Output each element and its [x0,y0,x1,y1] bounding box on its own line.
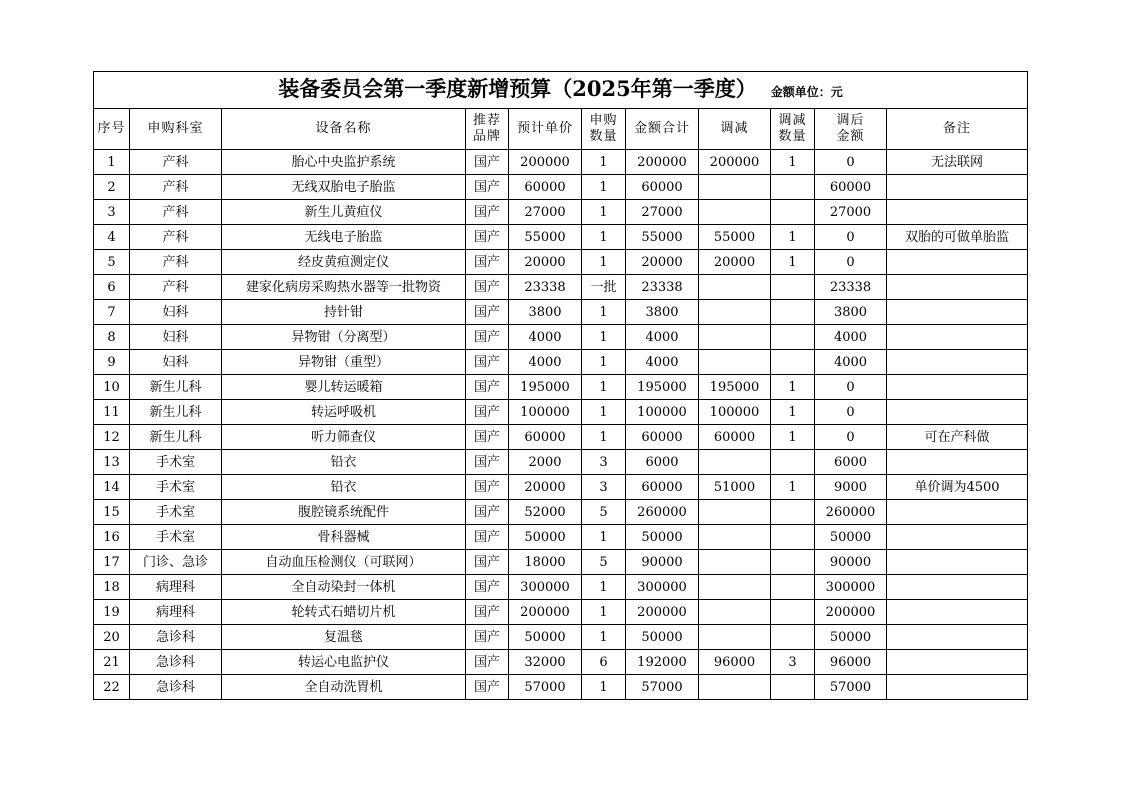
cell-qty: 5 [582,550,626,575]
cell-reduction-qty [771,575,815,600]
cell-unit-price: 20000 [509,250,582,275]
cell-qty: 5 [582,500,626,525]
cell-remark [887,575,1028,600]
cell-dept: 产科 [130,250,222,275]
cell-brand: 国产 [466,150,509,175]
cell-reduction-qty: 1 [771,375,815,400]
cell-brand: 国产 [466,375,509,400]
cell-reduction-qty [771,175,815,200]
cell-device: 复温毯 [222,625,466,650]
cell-reduction [699,300,771,325]
cell-qty: 1 [582,625,626,650]
cell-total: 4000 [626,350,699,375]
cell-qty: 1 [582,300,626,325]
cell-reduction-qty: 1 [771,150,815,175]
cell-reduction-qty [771,325,815,350]
cell-unit-price: 50000 [509,525,582,550]
cell-device: 持针钳 [222,300,466,325]
cell-reduction: 195000 [699,375,771,400]
cell-unit-price: 27000 [509,200,582,225]
cell-unit-price: 32000 [509,650,582,675]
table-row [94,400,1028,425]
cell-reduction [699,200,771,225]
cell-dept: 产科 [130,275,222,300]
table-row [94,350,1028,375]
cell-qty: 3 [582,450,626,475]
cell-seq: 16 [94,525,130,550]
col-header-dept: 申购科室 [130,109,222,150]
cell-remark [887,625,1028,650]
cell-dept: 手术室 [130,450,222,475]
cell-remark: 双胎的可做单胎监 [887,225,1028,250]
cell-dept: 病理科 [130,575,222,600]
cell-device: 新生儿黄疸仪 [222,200,466,225]
cell-seq: 20 [94,625,130,650]
cell-seq: 19 [94,600,130,625]
cell-adjusted: 27000 [815,200,887,225]
cell-brand: 国产 [466,575,509,600]
cell-reduction-qty [771,625,815,650]
col-header-total: 金额合计 [626,109,699,150]
cell-seq: 8 [94,325,130,350]
cell-dept: 新生儿科 [130,425,222,450]
cell-adjusted: 4000 [815,325,887,350]
cell-dept: 妇科 [130,300,222,325]
col-header-reduction-qty: 调减数量 [771,109,815,150]
col-header-unit-price: 预计单价 [509,109,582,150]
cell-reduction-qty: 1 [771,250,815,275]
cell-total: 27000 [626,200,699,225]
cell-total: 60000 [626,425,699,450]
amount-unit-label: 金额单位：元 [770,84,843,99]
cell-reduction [699,600,771,625]
cell-seq: 7 [94,300,130,325]
cell-remark: 无法联网 [887,150,1028,175]
cell-unit-price: 23338 [509,275,582,300]
cell-reduction: 100000 [699,400,771,425]
cell-unit-price: 57000 [509,675,582,700]
cell-reduction: 96000 [699,650,771,675]
cell-brand: 国产 [466,500,509,525]
cell-qty: 1 [582,575,626,600]
cell-adjusted: 57000 [815,675,887,700]
cell-dept: 手术室 [130,500,222,525]
cell-remark [887,675,1028,700]
cell-reduction: 51000 [699,475,771,500]
cell-device: 经皮黄疸测定仪 [222,250,466,275]
cell-seq: 9 [94,350,130,375]
cell-seq: 17 [94,550,130,575]
cell-dept: 急诊科 [130,650,222,675]
cell-qty: 6 [582,650,626,675]
cell-reduction: 60000 [699,425,771,450]
cell-dept: 产科 [130,225,222,250]
cell-unit-price: 100000 [509,400,582,425]
cell-reduction-qty [771,450,815,475]
cell-seq: 6 [94,275,130,300]
cell-qty: 1 [582,400,626,425]
budget-table [93,71,1028,700]
cell-unit-price: 3800 [509,300,582,325]
cell-qty: 1 [582,675,626,700]
cell-adjusted: 0 [815,375,887,400]
cell-device: 腹腔镜系统配件 [222,500,466,525]
table-row [94,225,1028,250]
cell-brand: 国产 [466,175,509,200]
cell-reduction-qty [771,300,815,325]
cell-device: 转运心电监护仪 [222,650,466,675]
cell-brand: 国产 [466,275,509,300]
cell-seq: 2 [94,175,130,200]
cell-unit-price: 200000 [509,600,582,625]
cell-reduction-qty [771,550,815,575]
cell-adjusted: 3800 [815,300,887,325]
cell-dept: 急诊科 [130,675,222,700]
col-header-remark: 备注 [887,109,1028,150]
cell-total: 50000 [626,625,699,650]
cell-qty: 1 [582,250,626,275]
cell-qty: 1 [582,425,626,450]
cell-total: 23338 [626,275,699,300]
cell-device: 转运呼吸机 [222,400,466,425]
col-header-reduction: 调减 [699,109,771,150]
cell-brand: 国产 [466,325,509,350]
table-row [94,375,1028,400]
cell-remark [887,200,1028,225]
cell-total: 50000 [626,525,699,550]
cell-seq: 18 [94,575,130,600]
cell-device: 全自动染封一体机 [222,575,466,600]
table-row [94,200,1028,225]
cell-device: 无线双胎电子胎监 [222,175,466,200]
cell-dept: 产科 [130,200,222,225]
cell-reduction [699,450,771,475]
cell-unit-price: 2000 [509,450,582,475]
table-row [94,275,1028,300]
cell-seq: 13 [94,450,130,475]
cell-device: 胎心中央监护系统 [222,150,466,175]
cell-reduction [699,350,771,375]
cell-qty: 1 [582,350,626,375]
cell-total: 200000 [626,150,699,175]
cell-reduction: 55000 [699,225,771,250]
cell-qty: 1 [582,525,626,550]
cell-unit-price: 200000 [509,150,582,175]
cell-adjusted: 200000 [815,600,887,625]
cell-seq: 12 [94,425,130,450]
cell-total: 3800 [626,300,699,325]
cell-device: 铅衣 [222,475,466,500]
cell-reduction-qty [771,350,815,375]
cell-dept: 产科 [130,175,222,200]
col-header-brand: 推荐品牌 [466,109,509,150]
cell-total: 100000 [626,400,699,425]
cell-seq: 21 [94,650,130,675]
cell-total: 20000 [626,250,699,275]
cell-reduction [699,275,771,300]
cell-qty: 1 [582,225,626,250]
cell-reduction: 200000 [699,150,771,175]
cell-adjusted: 96000 [815,650,887,675]
table-row [94,325,1028,350]
cell-reduction [699,550,771,575]
cell-qty: 1 [582,175,626,200]
cell-brand: 国产 [466,450,509,475]
table-row [94,450,1028,475]
cell-brand: 国产 [466,300,509,325]
cell-brand: 国产 [466,625,509,650]
cell-remark [887,300,1028,325]
cell-adjusted: 50000 [815,625,887,650]
cell-total: 60000 [626,175,699,200]
table-row [94,675,1028,700]
cell-reduction: 20000 [699,250,771,275]
table-row [94,550,1028,575]
cell-reduction [699,325,771,350]
cell-reduction-qty: 1 [771,425,815,450]
table-row [94,500,1028,525]
cell-adjusted: 0 [815,225,887,250]
cell-qty: 1 [582,325,626,350]
cell-reduction [699,675,771,700]
table-row [94,300,1028,325]
cell-unit-price: 20000 [509,475,582,500]
cell-adjusted: 23338 [815,275,887,300]
cell-reduction-qty [771,275,815,300]
cell-reduction-qty [771,600,815,625]
cell-qty: 1 [582,200,626,225]
cell-total: 4000 [626,325,699,350]
cell-seq: 5 [94,250,130,275]
cell-qty: 1 [582,375,626,400]
cell-brand: 国产 [466,675,509,700]
cell-remark [887,175,1028,200]
cell-unit-price: 4000 [509,350,582,375]
cell-total: 260000 [626,500,699,525]
cell-device: 无线电子胎监 [222,225,466,250]
cell-reduction [699,625,771,650]
table-body [94,150,1028,700]
cell-dept: 手术室 [130,525,222,550]
cell-total: 60000 [626,475,699,500]
cell-reduction-qty: 3 [771,650,815,675]
cell-seq: 1 [94,150,130,175]
cell-unit-price: 300000 [509,575,582,600]
cell-dept: 新生儿科 [130,400,222,425]
cell-remark [887,500,1028,525]
cell-dept: 门诊、急诊 [130,550,222,575]
cell-reduction-qty: 1 [771,475,815,500]
cell-dept: 急诊科 [130,625,222,650]
cell-brand: 国产 [466,225,509,250]
cell-reduction [699,175,771,200]
cell-unit-price: 50000 [509,625,582,650]
cell-qty: 1 [582,150,626,175]
cell-brand: 国产 [466,525,509,550]
cell-qty: 1 [582,600,626,625]
cell-dept: 手术室 [130,475,222,500]
table-row [94,475,1028,500]
document-title: 装备委员会第一季度新增预算（2025年第一季度） [278,75,757,101]
cell-reduction-qty [771,525,815,550]
table-row [94,425,1028,450]
cell-total: 55000 [626,225,699,250]
table-row [94,600,1028,625]
cell-seq: 3 [94,200,130,225]
cell-adjusted: 260000 [815,500,887,525]
cell-brand: 国产 [466,350,509,375]
cell-seq: 14 [94,475,130,500]
header-row [94,109,1028,150]
cell-unit-price: 55000 [509,225,582,250]
col-header-device: 设备名称 [222,109,466,150]
cell-unit-price: 60000 [509,175,582,200]
cell-dept: 妇科 [130,350,222,375]
col-header-qty: 申购数量 [582,109,626,150]
cell-total: 195000 [626,375,699,400]
cell-device: 听力筛查仪 [222,425,466,450]
title-cell [94,72,1028,109]
cell-remark: 可在产科做 [887,425,1028,450]
cell-unit-price: 52000 [509,500,582,525]
cell-brand: 国产 [466,600,509,625]
cell-adjusted: 60000 [815,175,887,200]
cell-remark [887,650,1028,675]
cell-brand: 国产 [466,400,509,425]
cell-qty: 一批 [582,275,626,300]
cell-adjusted: 4000 [815,350,887,375]
cell-reduction [699,525,771,550]
budget-sheet [93,71,1027,700]
cell-device: 建家化病房采购热水器等一批物资 [222,275,466,300]
cell-total: 200000 [626,600,699,625]
cell-adjusted: 6000 [815,450,887,475]
table-row [94,650,1028,675]
cell-dept: 病理科 [130,600,222,625]
cell-brand: 国产 [466,650,509,675]
table-row [94,175,1028,200]
cell-reduction-qty [771,675,815,700]
cell-brand: 国产 [466,550,509,575]
table-row [94,625,1028,650]
cell-remark [887,525,1028,550]
cell-brand: 国产 [466,475,509,500]
cell-unit-price: 4000 [509,325,582,350]
cell-qty: 3 [582,475,626,500]
table-row [94,525,1028,550]
cell-reduction [699,500,771,525]
table-row [94,250,1028,275]
cell-total: 90000 [626,550,699,575]
cell-seq: 4 [94,225,130,250]
cell-remark [887,275,1028,300]
cell-seq: 15 [94,500,130,525]
cell-reduction-qty: 1 [771,225,815,250]
cell-reduction-qty [771,500,815,525]
cell-total: 192000 [626,650,699,675]
cell-total: 300000 [626,575,699,600]
cell-device: 轮转式石蜡切片机 [222,600,466,625]
cell-remark [887,550,1028,575]
cell-seq: 11 [94,400,130,425]
cell-remark [887,400,1028,425]
cell-device: 骨科器械 [222,525,466,550]
cell-brand: 国产 [466,250,509,275]
table-row [94,150,1028,175]
cell-remark [887,375,1028,400]
cell-unit-price: 60000 [509,425,582,450]
cell-device: 自动血压检测仪（可联网） [222,550,466,575]
cell-adjusted: 0 [815,425,887,450]
col-header-adjusted: 调后金额 [815,109,887,150]
cell-device: 异物钳（重型） [222,350,466,375]
col-header-seq: 序号 [94,109,130,150]
cell-adjusted: 0 [815,400,887,425]
table-row [94,575,1028,600]
cell-remark [887,350,1028,375]
cell-remark [887,600,1028,625]
cell-adjusted: 9000 [815,475,887,500]
cell-unit-price: 195000 [509,375,582,400]
cell-remark [887,450,1028,475]
cell-seq: 10 [94,375,130,400]
cell-remark [887,325,1028,350]
cell-dept: 产科 [130,150,222,175]
cell-reduction [699,575,771,600]
cell-adjusted: 50000 [815,525,887,550]
cell-adjusted: 0 [815,150,887,175]
cell-device: 铅衣 [222,450,466,475]
cell-remark [887,250,1028,275]
cell-adjusted: 0 [815,250,887,275]
cell-seq: 22 [94,675,130,700]
cell-unit-price: 18000 [509,550,582,575]
cell-dept: 妇科 [130,325,222,350]
cell-remark: 单价调为4500 [887,475,1028,500]
cell-adjusted: 90000 [815,550,887,575]
cell-total: 57000 [626,675,699,700]
cell-device: 异物钳（分离型） [222,325,466,350]
cell-reduction-qty [771,200,815,225]
cell-dept: 新生儿科 [130,375,222,400]
cell-adjusted: 300000 [815,575,887,600]
title-row [94,72,1028,109]
cell-reduction-qty: 1 [771,400,815,425]
cell-device: 全自动洗胃机 [222,675,466,700]
cell-total: 6000 [626,450,699,475]
cell-brand: 国产 [466,200,509,225]
cell-brand: 国产 [466,425,509,450]
cell-device: 婴儿转运暖箱 [222,375,466,400]
